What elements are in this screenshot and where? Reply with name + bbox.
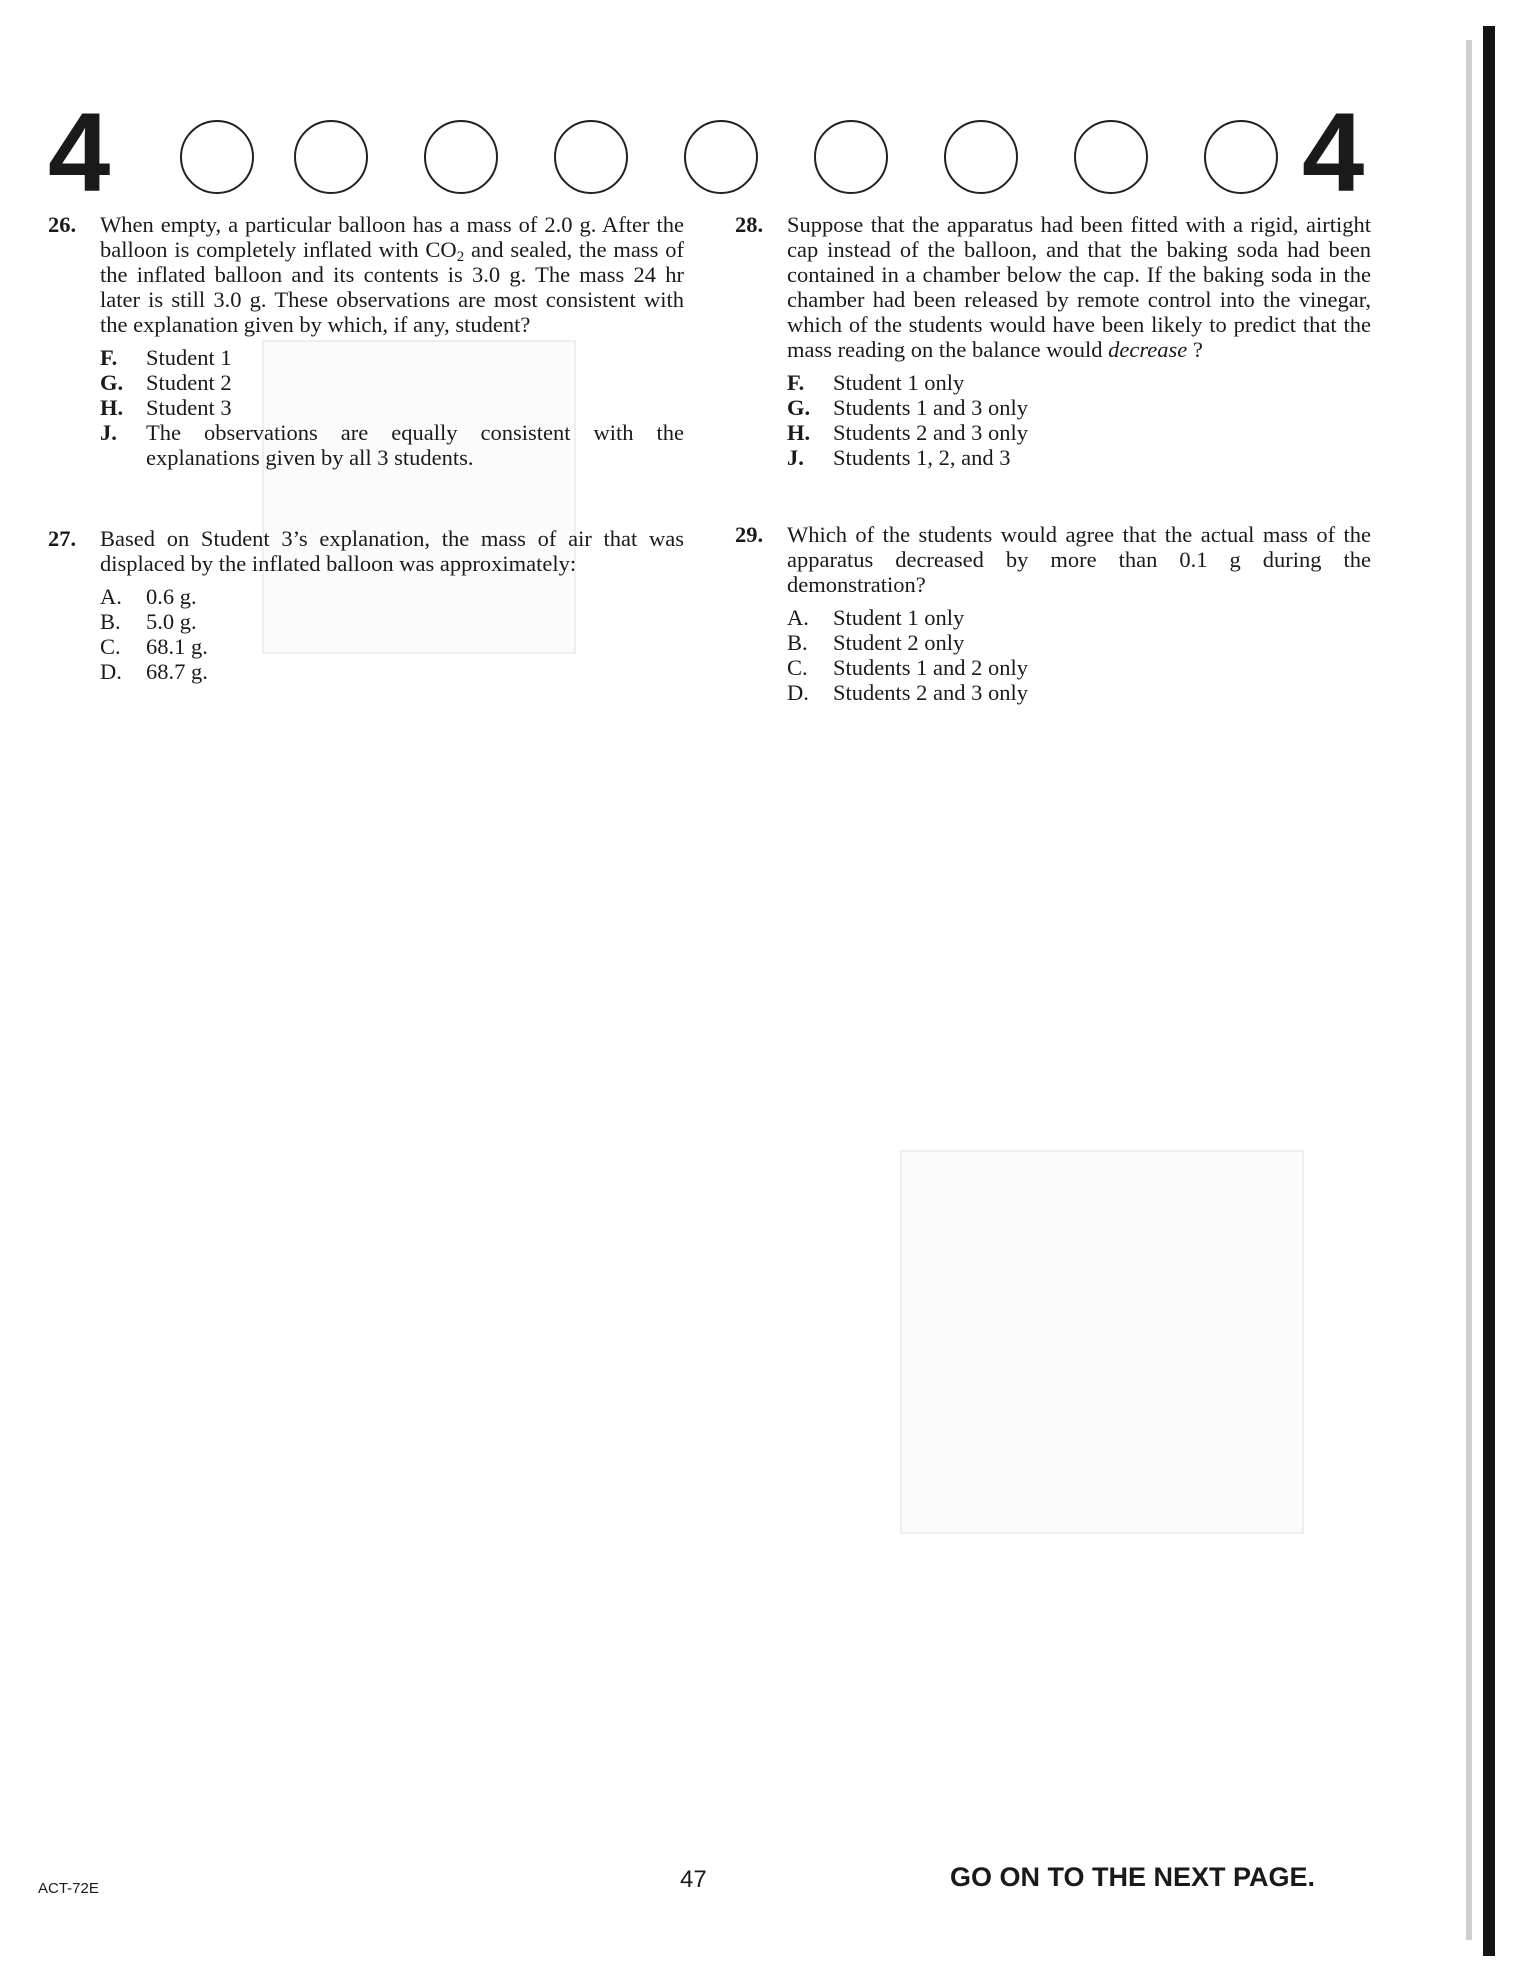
answer-option[interactable] [100, 395, 684, 420]
answer-letter: A. [787, 605, 809, 630]
answer-text: Student 1 [146, 345, 232, 370]
answer-option[interactable] [787, 395, 1371, 420]
answer-letter: F. [787, 370, 805, 395]
answer-letter: B. [100, 609, 121, 634]
answer-text: Student 1 only [833, 370, 965, 395]
question-number: 28. [735, 212, 764, 237]
answer-letter: C. [100, 634, 121, 659]
answer-letter: F. [100, 345, 118, 370]
answer-letter: G. [787, 395, 811, 420]
answer-letter: B. [787, 630, 808, 655]
stem-emphasis: decrease [1108, 337, 1188, 362]
answer-option[interactable] [787, 630, 1371, 655]
answer-option[interactable] [100, 345, 684, 370]
question-number: 27. [48, 526, 77, 551]
answer-letter: G. [100, 370, 124, 395]
answer-letter: H. [100, 395, 124, 420]
question-stem [787, 212, 1371, 362]
form-code: ACT-72E [38, 1880, 99, 1897]
answer-text: Student 3 [146, 395, 232, 420]
answer-option[interactable] [100, 584, 684, 609]
answer-text: Students 1 and 2 only [833, 655, 1028, 680]
circle-icon [424, 120, 498, 194]
answer-letter: H. [787, 420, 811, 445]
answer-text: Students 1 and 3 only [833, 395, 1028, 420]
answer-letter: D. [100, 659, 122, 684]
section-number-left: 4 [48, 90, 111, 215]
stem-text: and sealed, the mass of the inflated balloon and its contents is 3.0 g. The mass 24 hr later is still 3.0 g. These observations are most consistent with the explanation given by which, if any, student? [100, 237, 684, 337]
answer-option[interactable] [787, 370, 1371, 395]
answer-letter: A. [100, 584, 122, 609]
answer-option[interactable] [100, 659, 684, 684]
answer-text: The observations are equally consistent with the explanations given by all 3 students. [146, 420, 684, 470]
answer-text: Students 2 and 3 only [833, 420, 1028, 445]
question-number: 26. [48, 212, 77, 237]
stem-text: Suppose that the apparatus had been fitted with a rigid, airtight cap instead of the balloon, and that the baking soda had been contained in a chamber below the cap. If the baking soda in the chamber had been released by remote control into the vinegar, which of the students would have been likely to predict that the mass reading on the balance would [787, 212, 1371, 362]
stem-text: ? [1187, 337, 1203, 362]
answer-letter: J. [100, 420, 117, 445]
stem-subscript: 2 [456, 249, 465, 265]
question-number: 29. [735, 522, 764, 547]
circle-icon [814, 120, 888, 194]
answer-option[interactable] [100, 370, 684, 395]
circle-icon [180, 120, 254, 194]
question-29 [735, 522, 1371, 705]
question-stem [100, 212, 684, 337]
answer-option[interactable] [787, 605, 1371, 630]
answer-letter: J. [787, 445, 804, 470]
answer-text: Student 2 only [833, 630, 965, 655]
answer-text: 68.1 g. [146, 634, 208, 659]
circle-icon [294, 120, 368, 194]
circle-icon [684, 120, 758, 194]
bleed-through-table-2 [900, 1150, 1304, 1534]
stem-text: When empty, a particular balloon has a mass of 2.0 g. After the balloon is completely inflated with CO [100, 212, 684, 262]
answer-option[interactable] [100, 420, 684, 470]
answer-list [100, 584, 684, 684]
binding-edge [1483, 26, 1495, 1956]
next-page-instruction: GO ON TO THE NEXT PAGE. [950, 1862, 1316, 1892]
answer-list [100, 345, 684, 470]
answer-option[interactable] [787, 445, 1371, 470]
answer-text: Students 1, 2, and 3 [833, 445, 1011, 470]
answer-letter: D. [787, 680, 809, 705]
circle-icon [1204, 120, 1278, 194]
answer-list [787, 605, 1371, 705]
scan-shadow [1466, 40, 1472, 1940]
circle-icon [1074, 120, 1148, 194]
answer-text: Student 1 only [833, 605, 965, 630]
question-27 [48, 526, 684, 684]
answer-text: 5.0 g. [146, 609, 197, 634]
question-stem: Which of the students would agree that the actual mass of the apparatus decreased by more than 0.1 g during the demonstration? [787, 522, 1371, 597]
question-26 [48, 212, 684, 470]
answer-list [787, 370, 1371, 470]
circle-icon [554, 120, 628, 194]
answer-text: Students 2 and 3 only [833, 680, 1028, 705]
page-number: 47 [680, 1866, 707, 1893]
answer-text: 0.6 g. [146, 584, 197, 609]
section-number-right: 4 [1302, 90, 1365, 215]
answer-option[interactable] [100, 634, 684, 659]
answer-option[interactable] [100, 609, 684, 634]
circle-icon [944, 120, 1018, 194]
section-header [48, 90, 1418, 215]
answer-option[interactable] [787, 655, 1371, 680]
answer-letter: C. [787, 655, 808, 680]
answer-text: 68.7 g. [146, 659, 208, 684]
answer-text: Student 2 [146, 370, 232, 395]
answer-option[interactable] [787, 420, 1371, 445]
question-28 [735, 212, 1371, 470]
question-stem: Based on Student 3’s explanation, the mass of air that was displaced by the inflated balloon was approximately: [100, 526, 684, 576]
answer-option[interactable] [787, 680, 1371, 705]
